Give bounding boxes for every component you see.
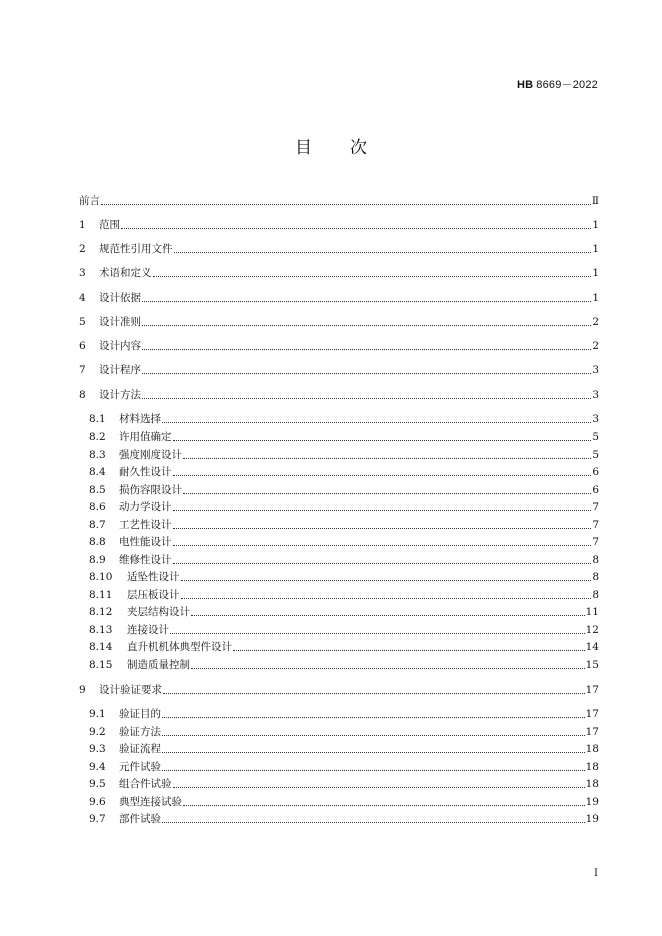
toc-dot-leader xyxy=(142,397,591,399)
toc-entry-page: 6 xyxy=(592,484,599,496)
toc-entry-page: 18 xyxy=(585,743,599,755)
toc-dot-leader xyxy=(181,579,592,581)
toc-entry[interactable] xyxy=(79,335,599,353)
toc-entry[interactable] xyxy=(89,461,599,479)
toc-dot-leader xyxy=(170,632,585,634)
toc-entry-page: 18 xyxy=(585,761,599,773)
toc-entry-page: 12 xyxy=(585,624,599,636)
toc-dot-leader xyxy=(174,251,592,253)
toc-entry-label: 材料选择 xyxy=(119,413,161,425)
toc-entry-number: 8.5 xyxy=(89,484,106,496)
toc-dot-leader xyxy=(142,372,591,374)
toc-entry-label: 前言 xyxy=(79,195,100,207)
toc-entry[interactable] xyxy=(89,601,599,619)
toc-entry[interactable] xyxy=(89,408,599,426)
toc-entry-page: 15 xyxy=(585,659,599,671)
toc-dot-leader xyxy=(173,786,585,788)
toc-entry-page: 17 xyxy=(585,684,599,696)
toc-entry-page: Ⅱ xyxy=(591,195,599,207)
toc-entry-page: 6 xyxy=(592,466,599,478)
toc-entry-page: 17 xyxy=(585,726,599,738)
toc-title: 目次 xyxy=(295,138,405,158)
toc-dot-leader xyxy=(183,457,591,459)
toc-entry[interactable] xyxy=(89,636,599,654)
toc-entry-number: 8.1 xyxy=(89,413,106,425)
toc-entry-label: 设计方法 xyxy=(99,389,141,401)
toc-entry-number: 8.2 xyxy=(89,431,106,443)
toc-entry-number: 8.6 xyxy=(89,501,106,513)
toc-entry-number: 8 xyxy=(79,389,86,401)
toc-entry[interactable] xyxy=(79,238,599,256)
toc-entry-page: 19 xyxy=(585,796,599,808)
toc-dot-leader xyxy=(162,821,585,823)
toc-entry[interactable] xyxy=(89,721,599,739)
toc-entry[interactable] xyxy=(79,287,599,305)
toc-dot-leader xyxy=(162,421,591,423)
toc-entry-label: 设计验证要求 xyxy=(99,684,162,696)
toc-entry[interactable] xyxy=(89,654,599,672)
toc-entry-page: 2 xyxy=(592,316,599,328)
toc-entry-page: 5 xyxy=(592,449,599,461)
toc-dot-leader xyxy=(191,614,585,616)
toc-dot-leader xyxy=(173,544,592,546)
toc-entry-number: 4 xyxy=(79,292,86,304)
toc-entry-label: 验证目的 xyxy=(119,708,161,720)
toc-entry-number: 7 xyxy=(79,364,86,376)
toc-entry-number: 9.1 xyxy=(89,708,106,720)
toc-dot-leader xyxy=(142,324,591,326)
toc-entry-number: 8.3 xyxy=(89,449,106,461)
toc-dot-leader xyxy=(162,769,585,771)
toc-entry[interactable] xyxy=(79,311,599,329)
toc-dot-leader xyxy=(173,527,592,529)
toc-entry[interactable] xyxy=(89,496,599,514)
toc-entry-page: 1 xyxy=(592,219,599,231)
toc-entry-page: 3 xyxy=(592,364,599,376)
toc-entry-label: 范围 xyxy=(99,219,120,231)
toc-dot-leader xyxy=(162,751,585,753)
toc-entry[interactable] xyxy=(89,619,599,637)
toc-dot-leader xyxy=(101,203,591,205)
toc-entry-page: 1 xyxy=(592,243,599,255)
toc-entry-page: 5 xyxy=(592,431,599,443)
toc-entry[interactable] xyxy=(79,214,599,232)
toc-dot-leader xyxy=(191,667,585,669)
toc-entry-page: 1 xyxy=(592,267,599,279)
toc-entry-number: 8.7 xyxy=(89,519,106,531)
toc-entry-number: 8.8 xyxy=(89,536,106,548)
standard-code xyxy=(517,76,598,92)
toc-entry-number: 6 xyxy=(79,340,86,352)
toc-entry-label: 电性能设计 xyxy=(119,536,172,548)
toc-entry-page: 2 xyxy=(592,340,599,352)
toc-entry-page: 3 xyxy=(592,389,599,401)
toc-dot-leader xyxy=(153,275,592,277)
toc-entry-page: 19 xyxy=(585,813,599,825)
toc-entry-label: 层压板设计 xyxy=(127,589,180,601)
toc-entry-label: 验证方法 xyxy=(119,726,161,738)
toc-entry-label: 动力学设计 xyxy=(119,501,172,513)
toc-entry-label: 连接设计 xyxy=(127,624,169,636)
toc-entry-page: 17 xyxy=(585,708,599,720)
toc-entry-label: 设计准则 xyxy=(99,316,141,328)
toc-entry-page: 3 xyxy=(592,413,599,425)
toc-entry-label: 验证流程 xyxy=(119,743,161,755)
toc-entry-number: 8.15 xyxy=(89,659,113,671)
toc-entry[interactable] xyxy=(89,566,599,584)
toc-dot-leader xyxy=(121,227,591,229)
toc-entry[interactable] xyxy=(89,549,599,567)
toc-entry-number: 8.14 xyxy=(89,641,113,653)
toc-entry[interactable] xyxy=(79,679,599,697)
toc-entry-page: 8 xyxy=(592,554,599,566)
toc-entry[interactable] xyxy=(89,791,599,809)
toc-entry[interactable] xyxy=(89,703,599,721)
toc-entry-number: 1 xyxy=(79,219,86,231)
toc-entry-label: 设计依据 xyxy=(99,292,141,304)
toc-entry-number: 9.4 xyxy=(89,761,106,773)
toc-entry[interactable] xyxy=(89,531,599,549)
toc-entry[interactable] xyxy=(89,756,599,774)
toc-entry-label: 直升机机体典型件设计 xyxy=(127,641,232,653)
toc-entry-page: 14 xyxy=(585,641,599,653)
standard-code-prefix: HB xyxy=(516,79,534,91)
toc-entry-label: 强度刚度设计 xyxy=(119,449,182,461)
toc-entry-label: 工艺性设计 xyxy=(119,519,172,531)
toc-entry-number: 2 xyxy=(79,243,86,255)
toc-entry-number: 9.7 xyxy=(89,813,106,825)
toc-dot-leader xyxy=(163,692,585,694)
toc-entry-label: 规范性引用文件 xyxy=(99,243,173,255)
toc-entry-label: 许用值确定 xyxy=(119,431,172,443)
toc-entry[interactable] xyxy=(79,262,599,280)
toc-entry[interactable] xyxy=(79,190,599,208)
standard-code-number: 8669－2022 xyxy=(536,79,598,91)
toc-entry[interactable] xyxy=(89,584,599,602)
toc-entry-number: 9.5 xyxy=(89,778,106,790)
toc-entry-page: 7 xyxy=(592,501,599,513)
toc-dot-leader xyxy=(181,597,592,599)
toc-entry[interactable] xyxy=(89,514,599,532)
toc-entry-label: 设计程序 xyxy=(99,364,141,376)
toc-entry-label: 制造质量控制 xyxy=(127,659,190,671)
toc-dot-leader xyxy=(173,474,592,476)
toc-entry-label: 组合件试验 xyxy=(119,778,172,790)
toc-entry-label: 耐久性设计 xyxy=(119,466,172,478)
toc-entry-page: 7 xyxy=(592,519,599,531)
toc-dot-leader xyxy=(233,649,585,651)
page-number: I xyxy=(594,868,598,879)
toc-dot-leader xyxy=(173,509,592,511)
toc-dot-leader xyxy=(173,562,592,564)
toc-entry[interactable] xyxy=(89,444,599,462)
toc-entry-page: 1 xyxy=(592,292,599,304)
toc-entry-label: 设计内容 xyxy=(99,340,141,352)
toc-entry[interactable] xyxy=(89,479,599,497)
toc-entry-label: 典型连接试验 xyxy=(119,796,182,808)
toc-entry[interactable] xyxy=(89,808,599,826)
toc-dot-leader xyxy=(162,734,585,736)
toc-dot-leader xyxy=(142,348,591,350)
toc-entry[interactable] xyxy=(89,773,599,791)
toc-entry-label: 部件试验 xyxy=(119,813,161,825)
toc-entry-page: 18 xyxy=(585,778,599,790)
toc-entry-number: 5 xyxy=(79,316,86,328)
toc-entry-label: 适坠性设计 xyxy=(127,571,180,583)
toc-entry-label: 元件试验 xyxy=(119,761,161,773)
toc-entry[interactable] xyxy=(79,384,599,402)
toc-entry-number: 9.2 xyxy=(89,726,106,738)
toc-entry-number: 8.4 xyxy=(89,466,106,478)
toc-dot-leader xyxy=(183,492,591,494)
toc-dot-leader xyxy=(183,804,585,806)
toc-entry[interactable] xyxy=(79,359,599,377)
toc-entry-number: 3 xyxy=(79,267,86,279)
toc-entry[interactable] xyxy=(89,426,599,444)
toc-dot-leader xyxy=(162,716,585,718)
toc-entry-label: 夹层结构设计 xyxy=(127,606,190,618)
toc-entry-page: 8 xyxy=(592,571,599,583)
toc-entry-number: 9.6 xyxy=(89,796,106,808)
toc-entry-label: 术语和定义 xyxy=(99,267,152,279)
toc-entry-number: 8.13 xyxy=(89,624,113,636)
toc-entry-number: 8.12 xyxy=(89,606,113,618)
toc-dot-leader xyxy=(142,300,591,302)
toc-entry-number: 8.10 xyxy=(89,571,113,583)
toc-entry-label: 损伤容限设计 xyxy=(119,484,182,496)
toc-entry-number: 8.9 xyxy=(89,554,106,566)
toc-entry-label: 维修性设计 xyxy=(119,554,172,566)
toc-entry-number: 8.11 xyxy=(89,589,113,601)
toc-entry[interactable] xyxy=(89,738,599,756)
toc-dot-leader xyxy=(173,439,592,441)
toc-entry-number: 9.3 xyxy=(89,743,106,755)
toc-entry-page: 11 xyxy=(585,606,599,618)
toc-entry-page: 8 xyxy=(592,589,599,601)
toc-entry-page: 7 xyxy=(592,536,599,548)
toc-entry-number: 9 xyxy=(79,684,86,696)
